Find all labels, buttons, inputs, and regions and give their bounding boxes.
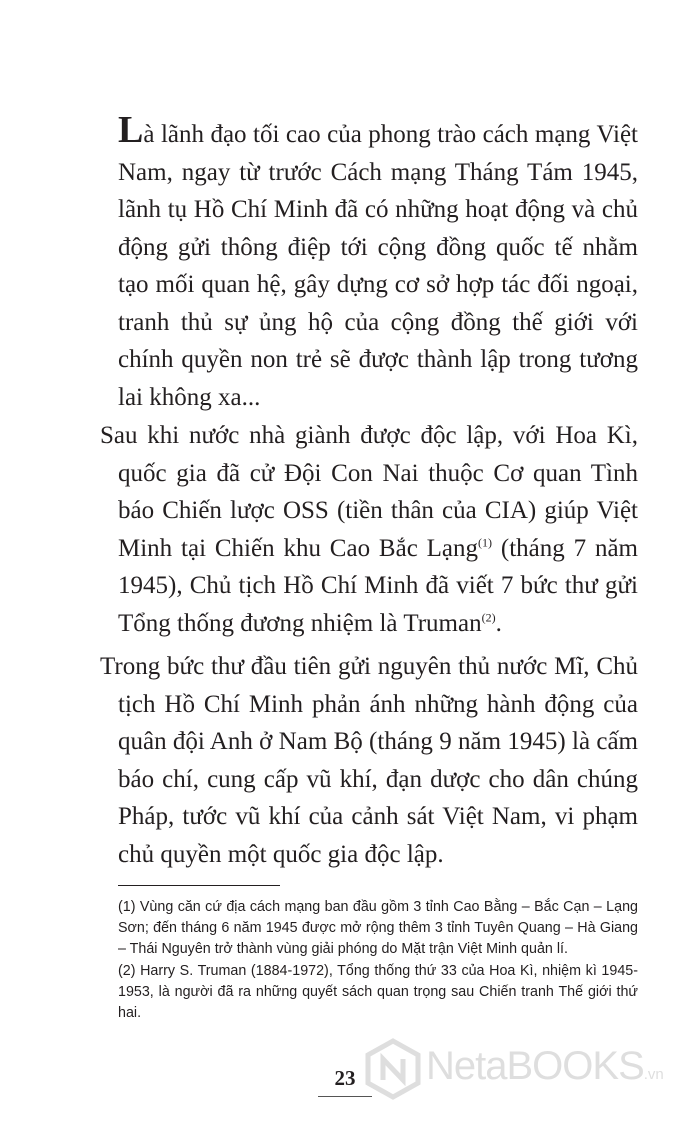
- footnote-divider: [118, 885, 280, 886]
- paragraph-2-text-a: Sau khi nước nhà giành được độc lập, với Hoa Kì, quốc gia đã cử Đội Con Nai thuộc Cơ quan Tình báo Chiến lược OSS (tiền thân của CIA) giúp Việt Minh tại Chiến khu Cao Bắc Lạng: [100, 422, 638, 562]
- paragraph-2-text-c: .: [495, 609, 502, 637]
- footnote-1: (1) Vùng căn cứ địa cách mạng ban đầu gồm 3 tỉnh Cao Bằng – Bắc Cạn – Lạng Sơn; đến tháng 6 năm 1945 được mở rộng thêm 3 tỉnh Tuyên Quang – Hà Giang – Thái Nguyên trở thành vùng giải phóng do Mặt trận Việt Minh quản lí.: [118, 899, 638, 957]
- paragraph-2: [100, 417, 638, 642]
- footnote-ref-1[interactable]: (1): [478, 535, 493, 550]
- watermark: [362, 1034, 692, 1104]
- footnote-ref-2[interactable]: (2): [481, 610, 496, 625]
- footnote-2: (2) Harry S. Truman (1884-1972), Tổng thống thứ 33 của Hoa Kì, nhiệm kì 1945-1953, là người đã ra những quyết sách quan trọng sau Chiến tranh Thế giới thứ hai.: [118, 963, 638, 1021]
- drop-cap: L: [118, 109, 144, 151]
- watermark-brand: NetaBOOKS: [426, 1044, 644, 1088]
- watermark-suffix: .vn: [643, 1066, 664, 1083]
- paragraph-3: [100, 648, 638, 873]
- netabooks-logo-icon: [362, 1038, 424, 1100]
- page-number: 23: [334, 1066, 356, 1090]
- paragraph-1-text: à lãnh đạo tối cao của phong trào cách mạng Việt Nam, ngay từ trước Cách mạng Tháng Tám 1945, lãnh tụ Hồ Chí Minh đã có những hoạt động và chủ động gửi thông điệp tới cộng đồng quốc tế nhằm tạo mối quan hệ, gây dựng cơ sở hợp tác đối ngoại, tranh thủ sự ủng hộ của cộng đồng thế giới với chính quyền non trẻ sẽ được thành lập trong tương lai không xa...: [118, 121, 638, 411]
- paragraph-1: [118, 111, 638, 416]
- paragraph-2-text-b: (tháng 7 năm 1945), Chủ tịch Hồ Chí Minh đã viết 7 bức thư gửi Tổng thống đương nhiệm là Truman: [118, 534, 638, 637]
- paragraph-3-text: Trong bức thư đầu tiên gửi nguyên thủ nước Mĩ, Chủ tịch Hồ Chí Minh phản ánh những hành động của quân đội Anh ở Nam Bộ (tháng 9 năm 1945) là cấm báo chí, cung cấp vũ khí, đạn dược cho dân chúng Pháp, tước vũ khí của cảnh sát Việt Nam, vi phạm chủ quyền một quốc gia độc lập.: [100, 653, 638, 868]
- watermark-text: [426, 1044, 664, 1089]
